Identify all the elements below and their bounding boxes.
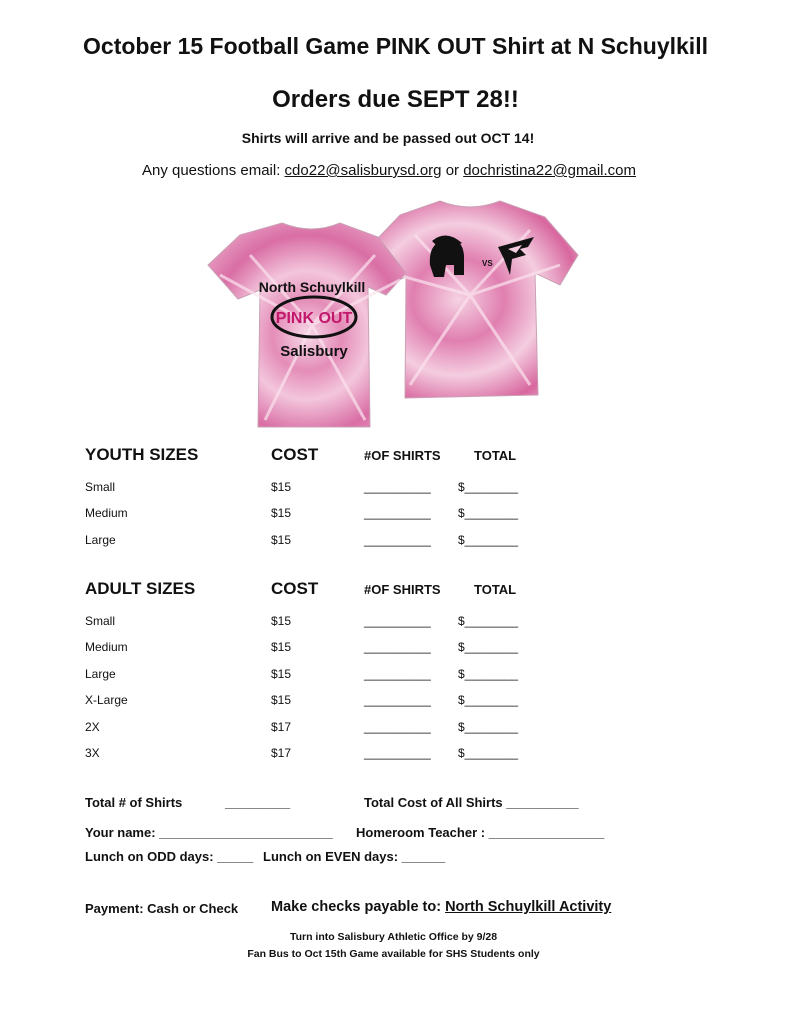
cost-value: $15 (271, 667, 292, 681)
email-link-1[interactable]: cdo22@salisburysd.org (284, 162, 442, 179)
cost-value: $15 (271, 693, 292, 707)
quantity-blank[interactable]: __________ (364, 667, 431, 681)
back-shirt (360, 201, 578, 398)
cost-value: $15 (271, 533, 292, 547)
size-label: Small (85, 614, 116, 628)
total-blank[interactable]: $________ (458, 693, 519, 707)
total-shirts-blank[interactable]: _________ (225, 795, 291, 810)
size-label: Medium (85, 640, 128, 654)
adult-count-header: #OF SHIRTS (364, 582, 441, 597)
adult-header: ADULT SIZES (85, 579, 196, 598)
quantity-blank[interactable]: __________ (364, 720, 431, 734)
total-shirts-label: Total # of Shirts (85, 795, 183, 810)
orders-due: Orders due SEPT 28!! (272, 86, 519, 113)
youth-total-header: TOTAL (474, 448, 517, 463)
fan-bus-note: Fan Bus to Oct 15th Game available for SHS Students only (247, 948, 540, 960)
questions-line (0, 162, 778, 179)
lunch-odd-field[interactable]: Lunch on ODD days: _____ (85, 849, 254, 864)
adult-total-header: TOTAL (474, 582, 517, 597)
total-blank[interactable]: $________ (458, 746, 519, 760)
youth-cost-header: COST (271, 445, 319, 464)
turn-in-note: Turn into Salisbury Athletic Office by 9/28 (289, 931, 498, 943)
quantity-blank[interactable]: __________ (364, 746, 431, 760)
size-label: 3X (85, 746, 100, 760)
cost-value: $15 (271, 480, 292, 494)
front-shirt (208, 223, 406, 427)
checks-payable-line (271, 899, 611, 915)
cost-value: $15 (271, 506, 292, 520)
total-blank[interactable]: $________ (458, 533, 519, 547)
adult-cost-header: COST (271, 579, 319, 598)
youth-header: YOUTH SIZES (85, 445, 199, 464)
size-label: Medium (85, 506, 128, 520)
total-blank[interactable]: $________ (458, 614, 519, 628)
quantity-blank[interactable]: __________ (364, 693, 431, 707)
cost-value: $17 (271, 746, 292, 760)
lunch-even-field[interactable]: Lunch on EVEN days: ______ (263, 849, 446, 864)
your-name-field[interactable]: Your name: ________________________ (85, 825, 333, 840)
payee-name: North Schuylkill Activity (445, 899, 612, 915)
cost-value: $17 (271, 720, 292, 734)
checks-prefix: Make checks payable to: (271, 899, 446, 915)
size-label: Small (85, 480, 116, 494)
payment-method: Payment: Cash or Check (85, 901, 239, 916)
total-cost-field[interactable]: Total Cost of All Shirts __________ (364, 795, 579, 810)
vs-text: VS (482, 259, 493, 268)
total-blank[interactable]: $________ (458, 640, 519, 654)
front-line-1: North Schuylkill (258, 279, 366, 295)
cost-value: $15 (271, 614, 292, 628)
total-blank[interactable]: $________ (458, 667, 519, 681)
front-pinkout: PINK OUT (275, 310, 353, 327)
size-label: Large (85, 533, 116, 547)
email-link-2[interactable]: dochristina22@gmail.com (463, 162, 637, 179)
quantity-blank[interactable]: __________ (364, 480, 431, 494)
quantity-blank[interactable]: __________ (364, 506, 431, 520)
email-or: or (441, 162, 464, 179)
quantity-blank[interactable]: __________ (364, 533, 431, 547)
quantity-blank[interactable]: __________ (364, 640, 431, 654)
cost-value: $15 (271, 640, 292, 654)
page-title: October 15 Football Game PINK OUT Shirt at N Schuylkill (83, 33, 708, 59)
total-blank[interactable]: $________ (458, 506, 519, 520)
questions-prefix: Any questions email: (141, 162, 285, 179)
total-blank[interactable]: $________ (458, 480, 519, 494)
homeroom-field[interactable]: Homeroom Teacher : ________________ (356, 825, 605, 840)
arrival-note: Shirts will arrive and be passed out OCT 14! (241, 130, 535, 146)
size-label: 2X (85, 720, 100, 734)
size-label: Large (85, 667, 116, 681)
size-label: X-Large (85, 693, 128, 707)
front-line-2: Salisbury (280, 343, 348, 360)
total-blank[interactable]: $________ (458, 720, 519, 734)
shirts-image (200, 195, 580, 430)
quantity-blank[interactable]: __________ (364, 614, 431, 628)
youth-count-header: #OF SHIRTS (364, 448, 441, 463)
